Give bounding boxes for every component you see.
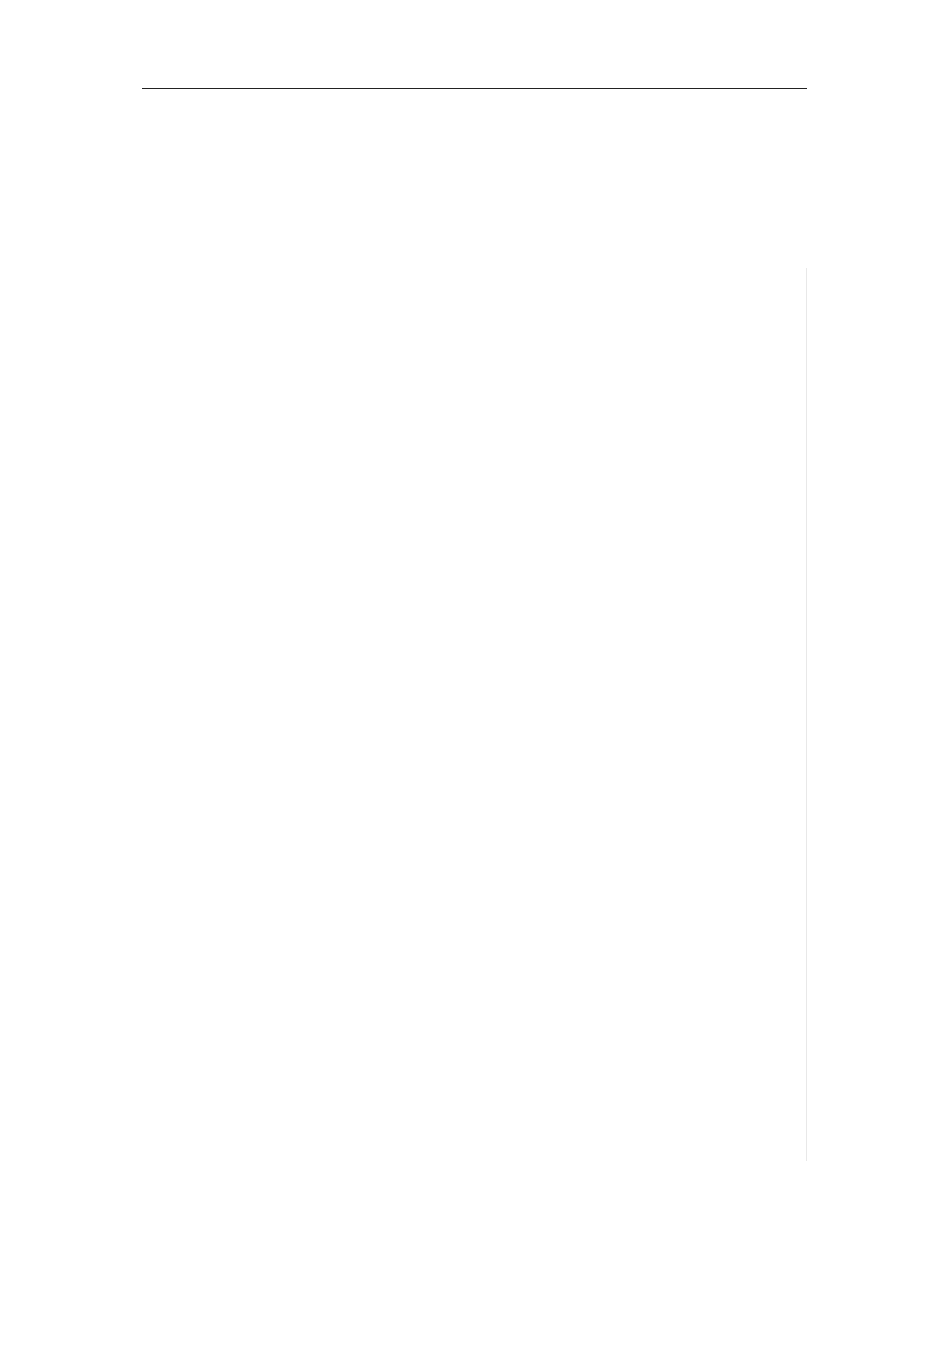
margin-line bbox=[806, 268, 807, 1161]
paper-id bbox=[145, 128, 167, 157]
authors bbox=[0, 226, 950, 256]
header-rule bbox=[142, 88, 807, 89]
